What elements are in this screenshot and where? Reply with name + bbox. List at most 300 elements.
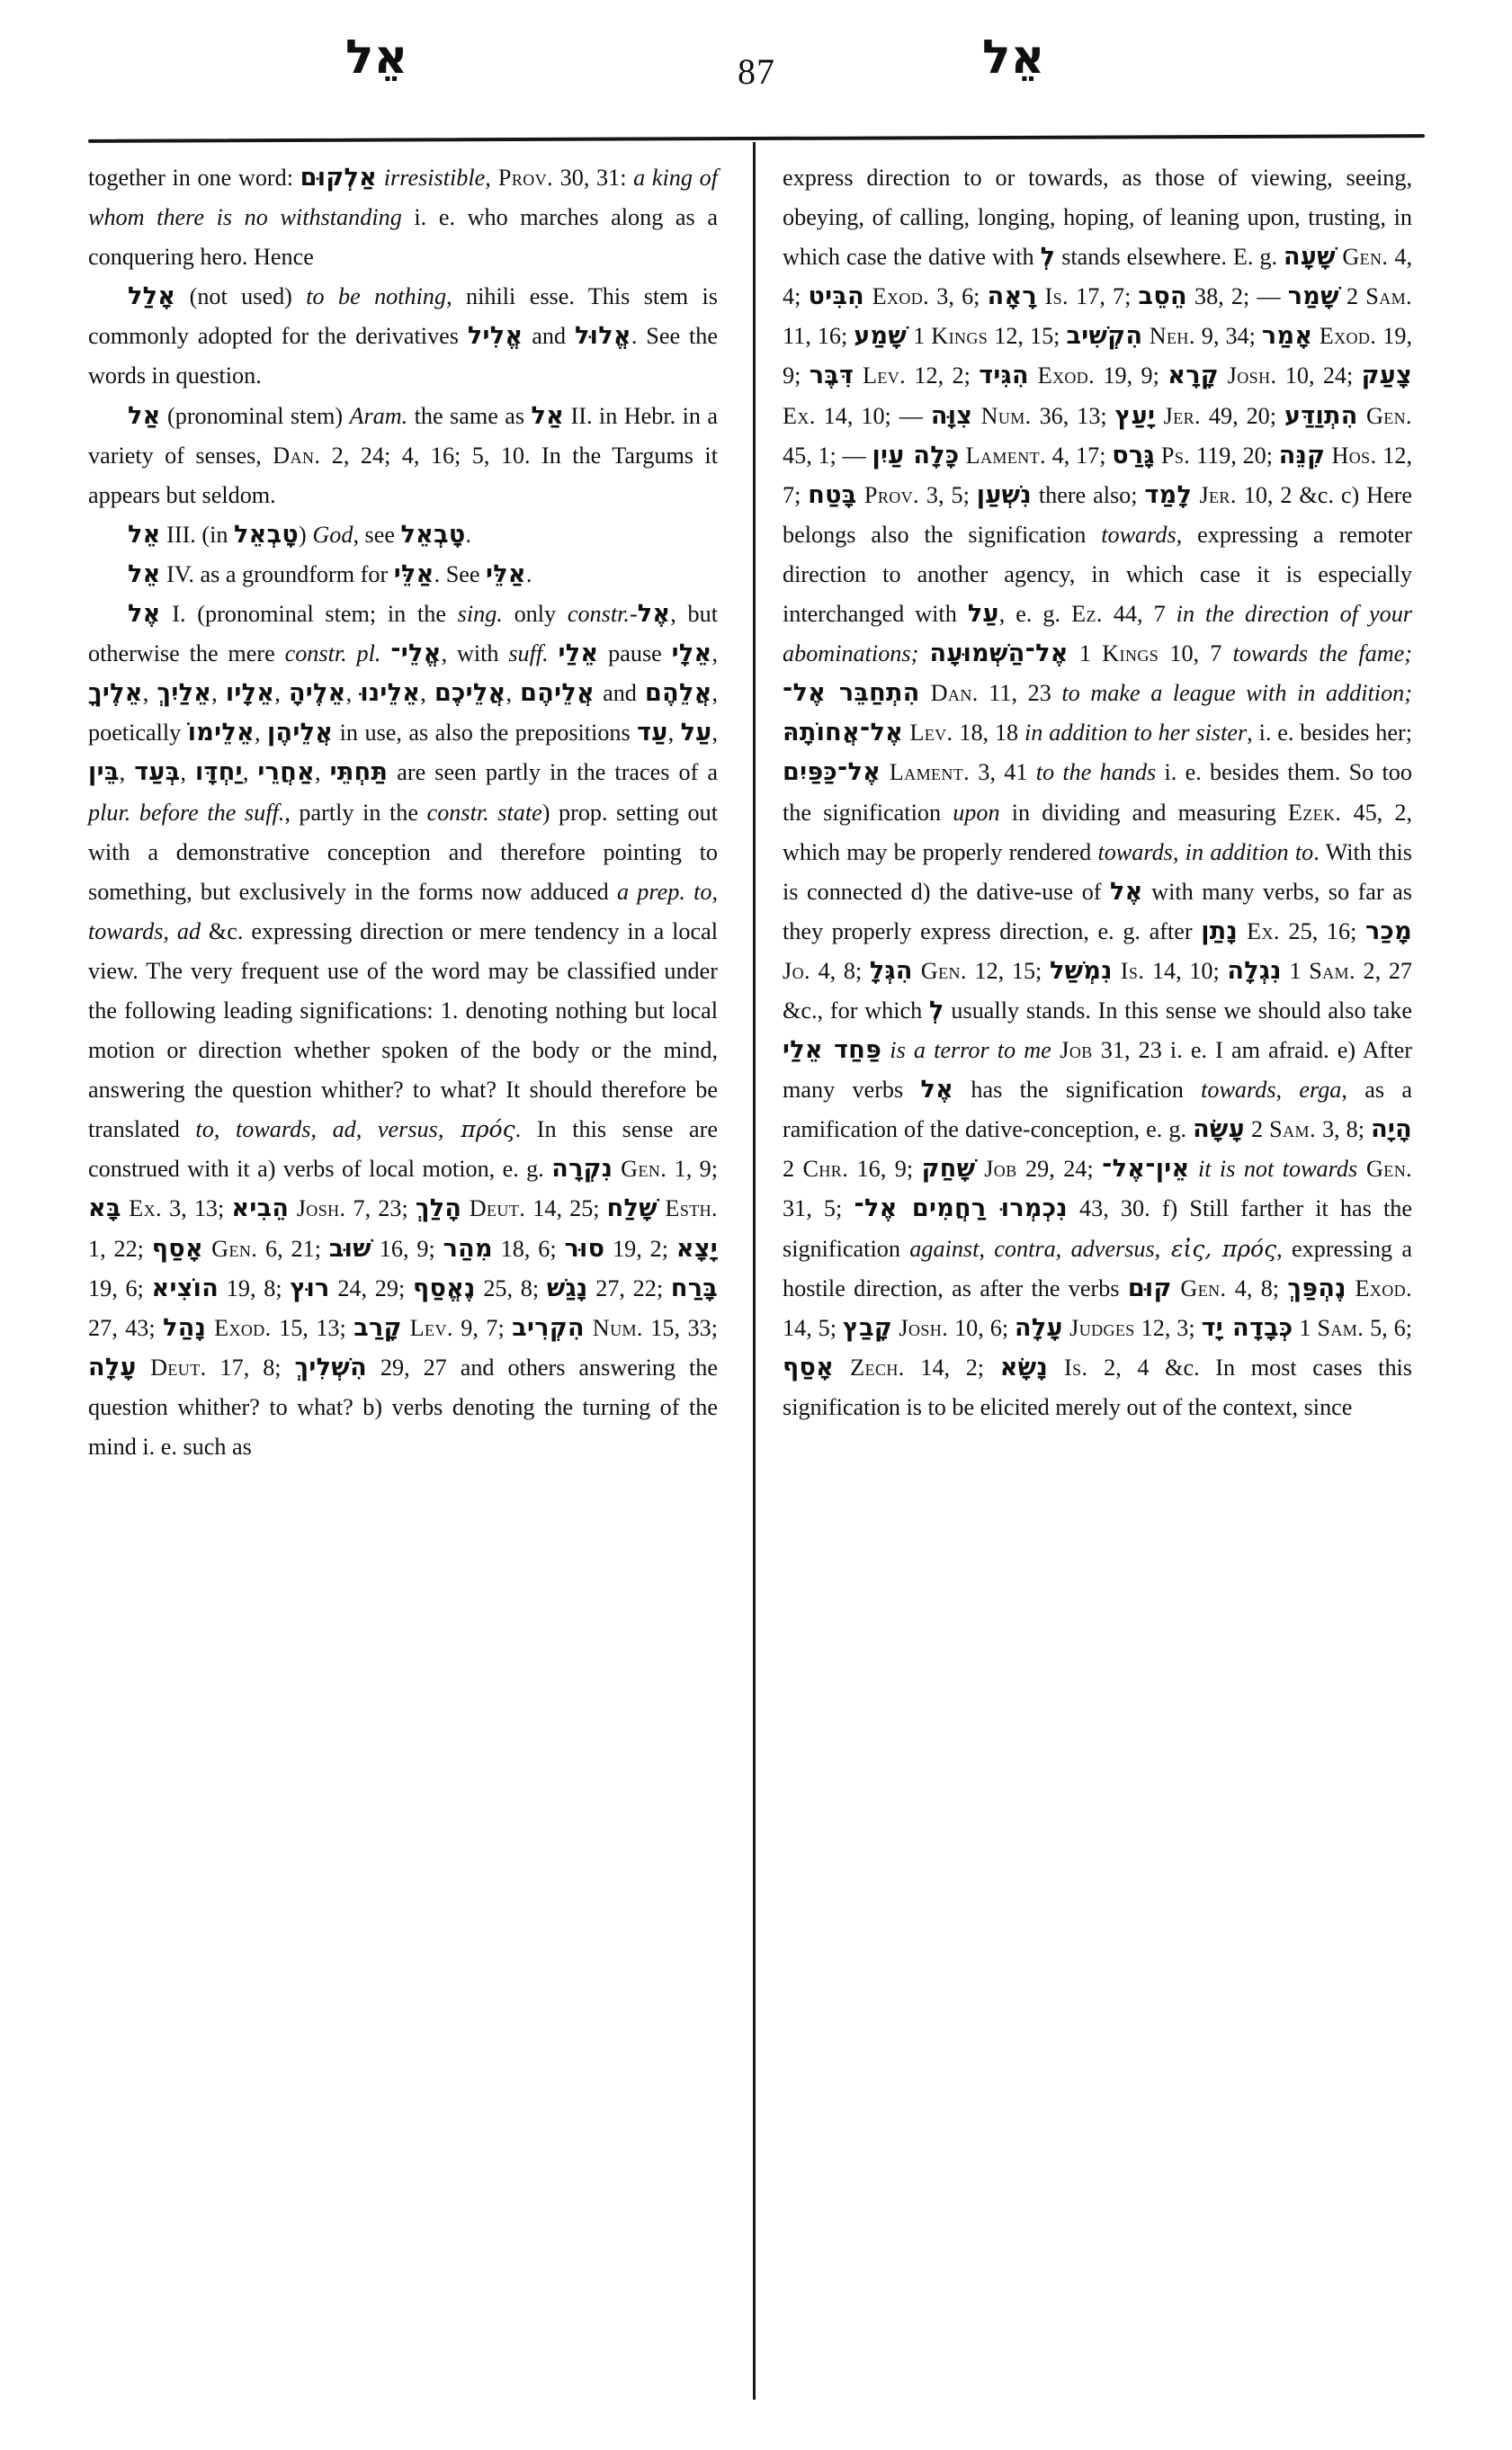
body-text: 10, 7 [1159,640,1233,667]
body-text: &c. expressing direction or mere tendency in a local view. The very frequent use of the word may be classified under the following leading significations: 1. denoting nothing but local motion or direction whether spoken of the body or the mind, answering the question whither? to what? It should therefore be translated [88,917,719,1143]
scripture-abbreviation: Jer. [1192,481,1237,508]
left-text-column [88,158,718,1467]
body-text: , [420,680,434,707]
hebrew-word: קִנֵּה [1278,441,1326,469]
body-text: , i. e. besides her; [1247,720,1412,747]
body-text [881,1037,890,1063]
scripture-abbreviation: Lament. [881,759,971,786]
hebrew-word: אֵלַיִךְ [157,679,212,708]
hebrew-word: אֲלֵיהֶן [266,719,334,747]
greek-word: εἰς, πρός [1160,1235,1277,1262]
body-text: 15, 33; [642,1314,718,1341]
body-text: , [180,759,195,786]
body-text: 19, 8; [219,1274,291,1301]
hebrew-word: אָמַר [1261,322,1313,351]
scripture-abbreviation: Exod. [1028,362,1096,389]
hebrew-word: אֱלֵי־ [390,639,442,668]
italic-gloss: is a terror to me [890,1037,1051,1064]
body-text: 2 [1244,1116,1270,1143]
scripture-abbreviation: Ps. [1154,442,1191,469]
body-text: (pronominal stem) [160,402,350,429]
body-text: there also; [1031,481,1145,508]
lexicon-paragraph [88,555,718,595]
scripture-abbreviation: Deut. [461,1195,526,1222]
body-text: . With this is connected d) the dative-use of [783,838,1413,905]
body-text: 38, 2; — [1186,283,1288,310]
body-text: 4, 4; [783,244,1413,310]
hebrew-word: אֵלֶיךָ [88,679,143,708]
body-text: 3, 5; [919,481,977,508]
scripture-abbreviation: Lev. [903,720,953,747]
hebrew-word: הִגִּיד [979,362,1029,390]
body-text: 44, 7 [1102,601,1176,628]
header-rule [88,134,1425,143]
body-text: 4, 8; [1226,1274,1288,1301]
body-text: 9, 34; [1194,323,1262,350]
body-text: only [502,601,568,628]
hebrew-word: אֲלֵיהֶם [520,679,595,708]
hebrew-word: אַלֵּי [393,559,434,588]
body-text: . See [434,560,487,587]
hebrew-word: אֵין־אֶל־ [1102,1155,1190,1184]
body-text: stands elsewhere. E. g. [1055,244,1284,271]
hebrew-word: לָמַד [1144,480,1193,509]
body-text: 14, 10; — [815,402,931,429]
hebrew-word: אַל [128,401,161,430]
hebrew-word: טָבְאֵל [400,520,466,549]
hebrew-word: הִקְרִיב [512,1313,585,1342]
body-text: , with [441,640,509,667]
hebrew-word: רוּץ [290,1274,330,1302]
body-text: , as a ramification of the dative-conception, e. g. [783,1077,1412,1143]
body-text: ) prop. setting out with a demonstrative conception and therefore pointing to something, but exclusively in the forms now adduced [88,799,718,905]
hebrew-word: אֲלֵיכֶם [434,679,506,708]
body-text: , [315,759,330,786]
scripture-abbreviation: Josh. [1218,362,1277,389]
body-text: 5, 6; [1364,1314,1413,1341]
hebrew-word: אָסַף [783,1353,835,1381]
body-text: 25, 16; [1279,917,1365,944]
body-text: 17, 8; [206,1354,295,1381]
scripture-abbreviation: Neh. [1142,323,1195,350]
hebrew-word: עַל [967,600,999,629]
body-text: 1 [1068,640,1103,667]
body-text: ) [299,521,313,548]
body-text: 19, 6; [88,1274,152,1301]
body-text: 19, 2; [604,1235,676,1262]
hebrew-word: בְּעַד [134,758,181,787]
hebrew-word: אֲלֵהֶם [645,679,712,708]
body-text: and [523,323,576,350]
scripture-abbreviation: Gen. [1357,402,1412,429]
body-text: are seen partly in the traces of a [388,759,719,786]
body-text: , [254,720,267,747]
body-text: , partly in the [284,799,427,826]
running-head-right-headword: אֵל [982,31,1045,85]
hebrew-word: קָבַץ [842,1313,893,1342]
italic-gloss: constr. [567,601,630,628]
body-text: (not used) [175,283,307,310]
body-text: with many verbs, so far as they properly express direction, e. g. after [783,878,1412,944]
body-text: the same as [407,402,532,429]
body-text: , [345,680,361,707]
italic-gloss: constr. pl. [284,640,381,667]
body-text: 43, 30. f) Still farther it has the signification [783,1195,1412,1262]
body-text: 19, 9; [1095,362,1168,389]
body-text: 12, 2; [906,362,980,389]
hebrew-word: נִמְשַׁל [1049,956,1113,985]
body-text: 14, 2; [904,1354,1000,1381]
hebrew-word: רָאָה [987,282,1037,311]
body-text: 15, 13; [271,1314,354,1341]
hebrew-word: הִקְשִׁיב [1066,322,1143,351]
italic-gloss: irresistible, [377,165,491,191]
body-text [380,640,390,666]
hebrew-word: קוּם [1127,1274,1172,1302]
scripture-abbreviation: Hos. [1325,442,1377,469]
body-text: 2, 4 &c. In most cases this signification is to be elicited merely out of the context, since [783,1354,1413,1420]
italic-gloss: a prep. to, towards, ad [88,878,718,944]
body-text: , [274,680,289,707]
body-text: 45, 1; — [783,442,872,469]
body-text: 3, 6; [929,283,988,310]
scripture-abbreviation: Deut. [136,1354,207,1381]
scripture-abbreviation: Prov. [856,481,919,508]
hebrew-word: שָׁעָה [1284,243,1336,272]
hebrew-word: בָּטַח [808,480,857,509]
hebrew-word: אָלַל [128,282,176,311]
scripture-abbreviation: Sam. [1317,1314,1364,1341]
scripture-abbreviation: Num. [972,402,1032,429]
scripture-abbreviation: Job [1051,1037,1093,1064]
italic-gloss: against, contra, adversus, [909,1235,1161,1262]
italic-gloss: it is not towards [1197,1156,1358,1183]
body-text: 14, 25; [525,1195,607,1222]
body-text: , [142,680,157,707]
body-text: , [211,680,226,707]
hebrew-word: אֵלָיו [225,679,275,708]
body-text: , [711,640,719,667]
italic-gloss: towards, erga [1201,1077,1342,1104]
hebrew-word: אַלֵּי [486,559,526,588]
hebrew-word: שׁוּב [328,1234,371,1263]
body-text: , nihili esse. This stem is commonly adopted for the derivatives [88,283,718,350]
body-text: together in one word: [88,165,300,191]
scripture-abbreviation: Judges [1062,1314,1135,1341]
italic-gloss: to be nothing [306,283,447,310]
body-text: 10, 24; [1276,362,1362,389]
hebrew-word: מָכַר [1365,917,1412,945]
body-text: 119, 20; [1190,442,1279,469]
column-divider-rule [753,142,756,2400]
scripture-abbreviation: Zech. [834,1354,905,1381]
hebrew-word: נָתַן [1201,917,1239,945]
hebrew-word: הִתְחַבֵּר אֶל־ [783,679,920,708]
hebrew-word: צִוָּה [930,401,973,430]
body-text: I. (pronominal stem; in the [160,601,458,628]
running-head [86,31,1427,121]
lexicon-paragraph [88,397,718,515]
hebrew-word: הִבִּיט [808,282,865,311]
hebrew-word: בֵּין [88,758,120,787]
scripture-abbreviation: Ex. [783,402,816,429]
body-text: 3, 8; [1315,1116,1372,1143]
body-text: i. e. who marches along as a conquering hero. Hence [88,204,718,271]
hebrew-word: עָלָה [1015,1313,1063,1342]
body-text: 24, 29; [329,1274,413,1301]
body-text: 18, 18 [953,720,1025,747]
italic-gloss: sing. [457,601,503,628]
hebrew-word: קָרָא [1168,362,1219,390]
hebrew-word: עַל [680,719,712,747]
body-text: 27, 43; [88,1314,164,1341]
scripture-abbreviation: Ex. [121,1195,162,1222]
hebrew-word: אֱלוּל [575,322,631,351]
scripture-abbreviation: Kings [931,323,989,350]
italic-gloss: God [312,521,353,548]
hebrew-word: אָסַף [151,1234,203,1263]
italic-gloss: plur. before the suff. [88,799,285,826]
scripture-abbreviation: Lev. [401,1314,453,1341]
right-text-column [783,158,1412,1427]
scripture-abbreviation: Is. [1036,283,1069,310]
hebrew-word: אַל [531,401,565,430]
body-text: 3, 13; [161,1195,232,1222]
body-text: . [525,560,532,587]
body-text: , [711,720,719,747]
body-text: 29, 27 and others answering the question whither? to what? b) verbs denoting the turning of the mind i. e. such as [88,1354,718,1460]
hebrew-word: צָעַק [1361,362,1412,390]
body-text: 1, 9; [667,1156,719,1183]
italic-gloss: constr. state [426,799,542,826]
body-text: has the signification [953,1077,1202,1104]
scripture-abbreviation: Job [975,1156,1017,1183]
hebrew-word: יָעַץ [1114,401,1156,430]
hebrew-word: אֶל [128,600,161,629]
hebrew-word: אֶל [637,600,671,629]
scripture-abbreviation: Sam. [1309,957,1355,984]
body-text: in dividing and measuring [999,799,1288,826]
italic-gloss: Aram. [349,402,408,429]
body-text: 1 [907,323,932,350]
hebrew-word: לְ [1040,243,1056,272]
body-text: , [667,720,681,747]
scripture-abbreviation: Exod. [206,1314,272,1341]
scripture-abbreviation: Exod. [864,283,930,310]
body-text: 10, 6; [948,1314,1015,1341]
body-text: 49, 20; [1200,402,1284,429]
body-text: 2, 24; 4, 16; 5, 10. In the Targums it appears but seldom. [88,442,718,508]
body-text: pause [598,640,672,667]
scripture-abbreviation: Prov. [490,165,554,191]
scripture-abbreviation: Gen. [613,1156,667,1183]
hebrew-word: נָהַל [163,1313,207,1342]
body-text: , [242,759,258,786]
body-text: 9, 7; [452,1314,513,1341]
hebrew-word: הָיָה [1371,1115,1413,1144]
scripture-abbreviation: Jo. [783,957,810,984]
hebrew-word: נִשְׁעַן [976,480,1032,509]
body-text: II. in Hebr. in a variety of senses, [88,402,718,469]
hebrew-word: פַּחַד אֵלַי [783,1036,882,1065]
hebrew-word: הִשְׁלִיךְ [294,1353,367,1381]
body-text: , poetically [88,680,719,747]
body-text: 7, 23; [345,1195,416,1222]
italic-gloss: to the hands [1035,759,1157,786]
hebrew-word: עָלָה [88,1353,137,1381]
scripture-abbreviation: Sam. [1269,1116,1316,1143]
hebrew-word: נָגַשׁ [546,1274,588,1302]
scripture-abbreviation: Sam. [1365,283,1412,310]
body-text: III. (in [160,521,235,548]
hebrew-word: אֶל [1110,877,1143,906]
italic-gloss: suff. [508,640,549,667]
italic-gloss: to make a league with in addition; [1061,680,1412,707]
hebrew-word: כָּלָה עַיִן [872,441,960,469]
hebrew-word: הִתְוַדַּע [1284,401,1358,430]
hebrew-word: טָבְאֵל [234,520,300,549]
hebrew-word: אֵלַי [558,639,599,668]
scripture-abbreviation: Is. [1112,957,1145,984]
hebrew-word: כְּבָדָה יָד [1201,1313,1293,1342]
body-text: express direction to or towards, as those of viewing, seeing, obeying, of calling, longing, hoping, of leaning upon, trusting, in which case the dative with [783,165,1412,271]
body-text: 10, 2 &c. c) Here belongs also the signification [783,481,1412,548]
hebrew-word: קָרַב [353,1313,402,1342]
lexicon-paragraph [783,158,1412,1427]
body-text: . [465,521,472,548]
italic-gloss: towards the fame; [1232,640,1413,667]
hebrew-word: תַּחְתֵּי [329,758,389,787]
scripture-abbreviation: Esth. [657,1195,718,1222]
hebrew-word: אֵלֵינוּ [360,679,421,708]
body-text [1190,1156,1198,1182]
hebrew-word: אַחֲרֵי [257,758,316,787]
body-text: 11, 16; [783,323,854,350]
hebrew-word: נִקְרָה [551,1155,613,1184]
hebrew-word: הָלַךְ [415,1194,462,1223]
body-text: usually stands. In this sense we should also take [944,997,1412,1024]
body-text: 12, 3; [1134,1314,1202,1341]
scripture-abbreviation: Exod. [1312,323,1377,350]
hebrew-word: בָּא [88,1194,121,1223]
body-text: 45, 2, which may be properly rendered [783,799,1413,865]
body-text: 11, 23 [978,680,1062,707]
hebrew-word: שָׁמַע [854,322,908,351]
body-text: , e. g. [998,601,1072,628]
italic-gloss: towards, in addition to [1097,838,1314,865]
body-text: . In this sense are construed with it a) verbs of local motion, e. g. [88,1116,718,1183]
body-text: 30, 31: [553,165,634,191]
body-text: 3, 41 [970,759,1036,786]
body-text: , see [353,521,401,548]
hebrew-word: נָשָׂא [999,1353,1048,1381]
body-text: 27, 22; [587,1274,671,1301]
page-number: 87 [738,51,775,92]
scripture-abbreviation: Josh. [892,1314,949,1341]
hebrew-word: אַלְקוּם [300,164,378,192]
hebrew-word: נֶהְפַּךְ [1287,1274,1346,1302]
hebrew-word: סוּר [564,1234,605,1263]
body-text: i. e. besides them. So too the signification [783,759,1412,826]
hebrew-word: מִהַר [443,1234,493,1263]
body-text: 19, 9; [783,323,1412,389]
hebrew-word: עַד [637,719,668,747]
hebrew-word: הֵבִיא [231,1194,290,1223]
body-text: 31, 23 i. e. I am afraid. e) After many verbs [783,1037,1413,1104]
body-text: 31, 5; [783,1195,854,1222]
scripture-abbreviation: Jer. [1155,402,1201,429]
hebrew-word: אֶל־אֲחוֹתָהּ [783,719,904,747]
lexicon-paragraph [88,277,718,396]
hebrew-word: אֶל־הַשְּׁמוּעָה [929,639,1069,668]
body-text: 1 [1293,1314,1318,1341]
hebrew-word: שָׁלַח [606,1194,658,1223]
body-text: 25, 8; [475,1274,547,1301]
hebrew-word: הוֹצִיא [151,1274,219,1302]
body-text: in use, as also the prepositions [333,720,638,747]
scripture-abbreviation: Is. [1047,1354,1088,1381]
scripture-abbreviation: Gen. [1335,244,1389,271]
running-head-left-headword: אֵל [345,31,408,85]
lexicon-paragraph [88,595,718,1467]
body-text: , expressing a remoter direction to another agency, in which case it is especially interchanged with [783,521,1412,628]
hebrew-word: שָׁמַר [1287,282,1339,311]
scripture-abbreviation: Lament. [959,442,1046,469]
body-text: 12, 15; [966,957,1050,984]
italic-gloss: upon [953,799,1000,826]
body-text: , expressing a hostile direction, as after the verbs [783,1235,1412,1301]
body-text: and [594,680,645,707]
italic-gloss: towards [1101,521,1176,548]
scripture-abbreviation: Dan. [273,442,321,469]
body-text: 14, 10; [1144,957,1228,984]
scripture-abbreviation: Ez. [1071,601,1103,628]
body-text: 18, 6; [492,1235,565,1262]
body-text: 16, 9; [848,1156,922,1183]
body-text: 12, 7; [783,442,1413,508]
body-text: 4, 17; [1045,442,1113,469]
hebrew-word: אֱלִיל [467,322,523,351]
body-text: - [629,601,638,628]
hebrew-word: אֶל־כַּפַּיִם [783,758,881,787]
body-text: 17, 7; [1069,283,1139,310]
body-text: 16, 9; [371,1235,443,1262]
hebrew-word: אֵל [128,559,161,588]
hebrew-word: אֵלָי [671,639,712,668]
body-text: 6, 21; [257,1235,329,1262]
body-text: 29, 24; [1016,1156,1103,1183]
hebrew-word: שָׁחַק [921,1155,976,1184]
scripture-abbreviation: Ex. [1238,917,1280,944]
body-text: , [119,759,135,786]
body-text: 12, 15; [988,323,1067,350]
italic-gloss: to, towards, ad, versus, [195,1116,444,1143]
italic-gloss: in addition to her sister [1024,720,1248,747]
scripture-abbreviation: Ezek. [1287,799,1342,826]
body-text: 1 [1281,957,1310,984]
italic-gloss: in the direction of your abominations; [783,601,1413,667]
scripture-abbreviation: Gen. [1171,1274,1227,1301]
body-text: 14, 5; [783,1314,843,1341]
body-text: 2 [783,1156,803,1183]
body-text: 4, 8; [810,957,870,984]
scripture-abbreviation: Gen. [1357,1156,1413,1183]
hebrew-word: נִכְמְרוּ רַחֲמִים אֶל־ [854,1194,1068,1223]
hebrew-word: גָּרַס [1112,441,1155,469]
body-text: , but otherwise the mere [88,601,718,667]
scripture-abbreviation: Chr. [802,1156,849,1183]
body-text: 1, 22; [88,1235,152,1262]
